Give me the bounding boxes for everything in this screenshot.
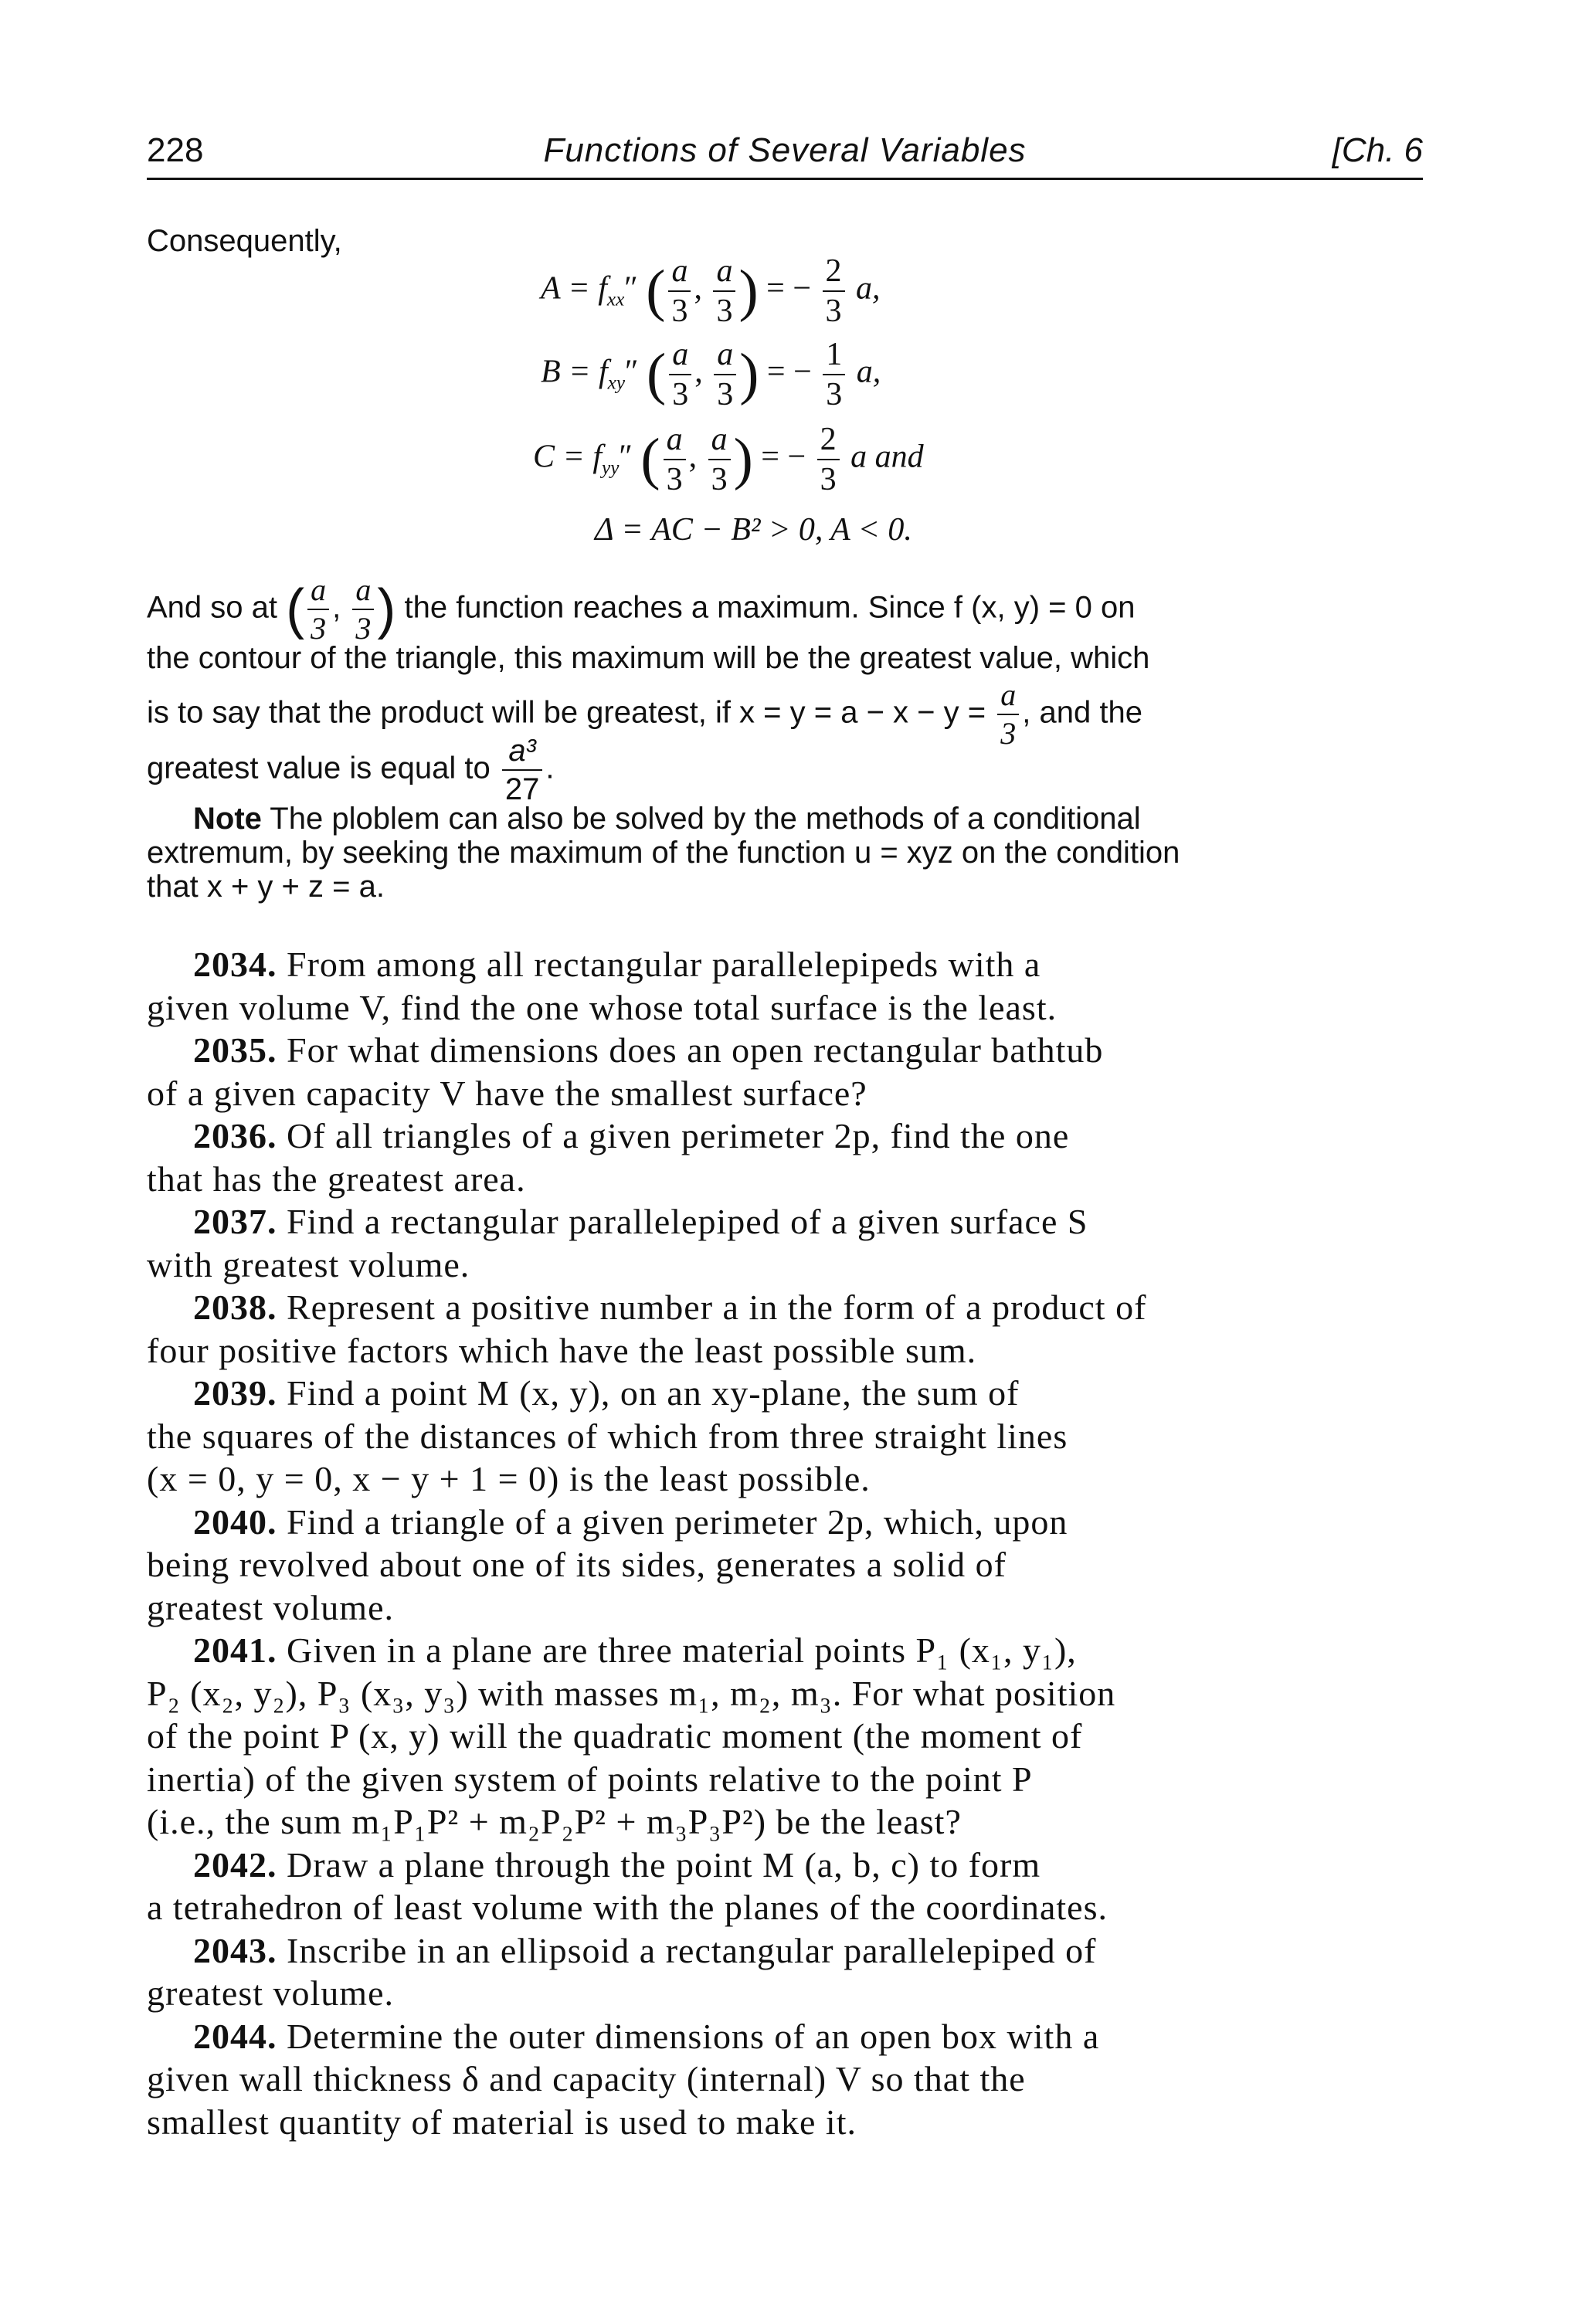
problem-2041-line: [147, 1715, 1082, 1756]
problem-2037-line: [147, 1244, 470, 1285]
problem-2041-line: [147, 1801, 962, 1842]
problem-number: 2042.: [193, 1845, 277, 1885]
problem-text: a tetrahedron of least volume with the planes of the coordinates.: [147, 1888, 1108, 1927]
note-line-1: Note The ploblem can also be solved by the methods of a conditional: [193, 802, 1141, 836]
problem-text: Find a triangle of a given perimeter 2p, which, upon: [287, 1502, 1068, 1542]
problem-text: greatest volume.: [147, 1588, 395, 1627]
problem-2039-line: [147, 1458, 871, 1499]
problem-text: smallest quantity of material is used to make it.: [147, 2102, 857, 2142]
problem-text: inertia) of the given system of points relative to the point P: [147, 1759, 1033, 1799]
problem-number: 2040.: [193, 1502, 277, 1542]
problem-text: four positive factors which have the least possible sum.: [147, 1331, 977, 1370]
problem-2041-line: [147, 1673, 1115, 1714]
problem-number: 2044.: [193, 2017, 277, 2056]
solution-line-3: is to say that the product will be greatest, if x = y = a − x − y = $\frac{a}{3}$ , and the: [147, 677, 1142, 751]
problem-text: of the point P (x, y) will the quadratic moment (the moment of: [147, 1716, 1083, 1756]
problem-text: (i.e., the sum m₁P₁P² + m₂P₂P² + m₃P₃P²) be the least?: [147, 1802, 962, 1841]
problem-text: with greatest volume.: [147, 1245, 470, 1284]
problem-2041-line: [193, 1630, 1077, 1671]
problem-text: the squares of the distances of which from three straight lines: [147, 1416, 1068, 1456]
page-number: 228: [147, 131, 204, 169]
problem-number: 2037.: [193, 1202, 277, 1241]
problem-2043-line: [147, 1973, 394, 2014]
problem-number: 2041.: [193, 1630, 277, 1670]
equation-B: $B = f_{xy}''$ ( $\frac{a}{3}$ , $\frac{a}{3}$ ) = − $\frac{1}{3}$ a,: [541, 337, 881, 412]
problem-2039-line: [193, 1372, 1019, 1413]
problem-text: For what dimensions does an open rectangular bathtub: [287, 1030, 1104, 1070]
problem-2044-line: [147, 2058, 1026, 2099]
note-line-2: extremum, by seeking the maximum of the function u = xyz on the condition: [147, 836, 1180, 870]
problem-2037-line: [193, 1201, 1088, 1242]
problem-2044-line: [193, 2016, 1099, 2057]
problem-2038-line: [147, 1330, 976, 1371]
problem-text: that has the greatest area.: [147, 1159, 526, 1199]
problem-2040-line: [193, 1501, 1068, 1542]
page-header: [147, 131, 1423, 185]
problem-2038-line: [193, 1287, 1146, 1328]
problem-text: given wall thickness δ and capacity (internal) V so that the: [147, 2059, 1026, 2098]
problem-2043-line: [193, 1930, 1096, 1971]
delta-condition: Δ = AC − B² > 0, A < 0.: [595, 512, 912, 548]
problem-text: From among all rectangular parallelepipeds with a: [287, 945, 1041, 984]
solution-line-1: And so at ( $\frac{a}{3}$ , $\frac{a}{3}$ ) the function reaches a maximum. Since f (x, y) = 0 on: [147, 572, 1136, 646]
problem-text: Given in a plane are three material points P₁ (x₁, y₁),: [287, 1630, 1077, 1670]
solution-line-2: the contour of the triangle, this maximum will be the greatest value, which: [147, 641, 1150, 675]
problem-2040-line: [147, 1544, 1007, 1585]
problem-text: Inscribe in an ellipsoid a rectangular parallelepiped of: [287, 1931, 1097, 1970]
problem-number: 2034.: [193, 945, 277, 984]
problem-2036-line: [193, 1115, 1069, 1156]
problem-2035-line: [193, 1030, 1103, 1070]
consequently-label: Consequently,: [147, 224, 342, 258]
problem-text: Find a point M (x, y), on an xy-plane, the sum of: [287, 1373, 1020, 1413]
problem-number: 2038.: [193, 1288, 277, 1327]
problem-text: P₂ (x₂, y₂), P₃ (x₃, y₃) with masses m₁, m₂, m₃. For what position: [147, 1674, 1116, 1713]
solution-line-4: greatest value is equal to $\frac{\text{a³}}{27}$ .: [147, 734, 555, 806]
note-line-3: that x + y + z = a.: [147, 870, 385, 904]
problem-2036-line: [147, 1159, 526, 1199]
problem-2034-line: [147, 987, 1057, 1028]
problem-text: Find a rectangular parallelepiped of a given surface S: [287, 1202, 1088, 1241]
problem-text: being revolved about one of its sides, generates a solid of: [147, 1545, 1007, 1584]
problem-number: 2036.: [193, 1116, 277, 1155]
header-rule: [147, 178, 1423, 180]
equation-C: $C = f_{yy}''$ ( $\frac{a}{3}$ , $\frac{a}{3}$ ) = − $\frac{2}{3}$ a and: [533, 422, 924, 497]
problem-text: greatest volume.: [147, 1973, 395, 2013]
problem-number: 2035.: [193, 1030, 277, 1070]
problem-text: Draw a plane through the point M (a, b, c) to form: [287, 1845, 1041, 1885]
problem-2042-line: [193, 1844, 1041, 1885]
problem-2034-line: [193, 944, 1041, 985]
problem-2042-line: [147, 1887, 1108, 1928]
problem-number: 2039.: [193, 1373, 277, 1413]
problem-2044-line: [147, 2102, 857, 2142]
problem-2040-line: [147, 1587, 394, 1628]
problem-text: given volume V, find the one whose total surface is the least.: [147, 988, 1057, 1027]
problem-text: Determine the outer dimensions of an open box with a: [287, 2017, 1100, 2056]
problem-text: Represent a positive number a in the form of a product of: [287, 1288, 1147, 1327]
problem-text: of a given capacity V have the smallest surface?: [147, 1074, 867, 1113]
problem-2041-line: [147, 1759, 1033, 1800]
equation-A: $A = f_{xx}''$ ( $\frac{a}{3}$ , $\frac{a}{3}$ ) = − $\frac{2}{3}$ a,: [541, 253, 881, 329]
chapter-label: [Ch. 6: [1332, 131, 1423, 169]
problem-text: Of all triangles of a given perimeter 2p, find the one: [287, 1116, 1070, 1155]
running-title: Functions of Several Variables: [543, 131, 1027, 169]
problem-2039-line: [147, 1416, 1068, 1457]
problem-number: 2043.: [193, 1931, 277, 1970]
problem-2035-line: [147, 1073, 867, 1114]
problem-text: (x = 0, y = 0, x − y + 1 = 0) is the least possible.: [147, 1459, 871, 1498]
note-label: Note: [193, 802, 262, 836]
